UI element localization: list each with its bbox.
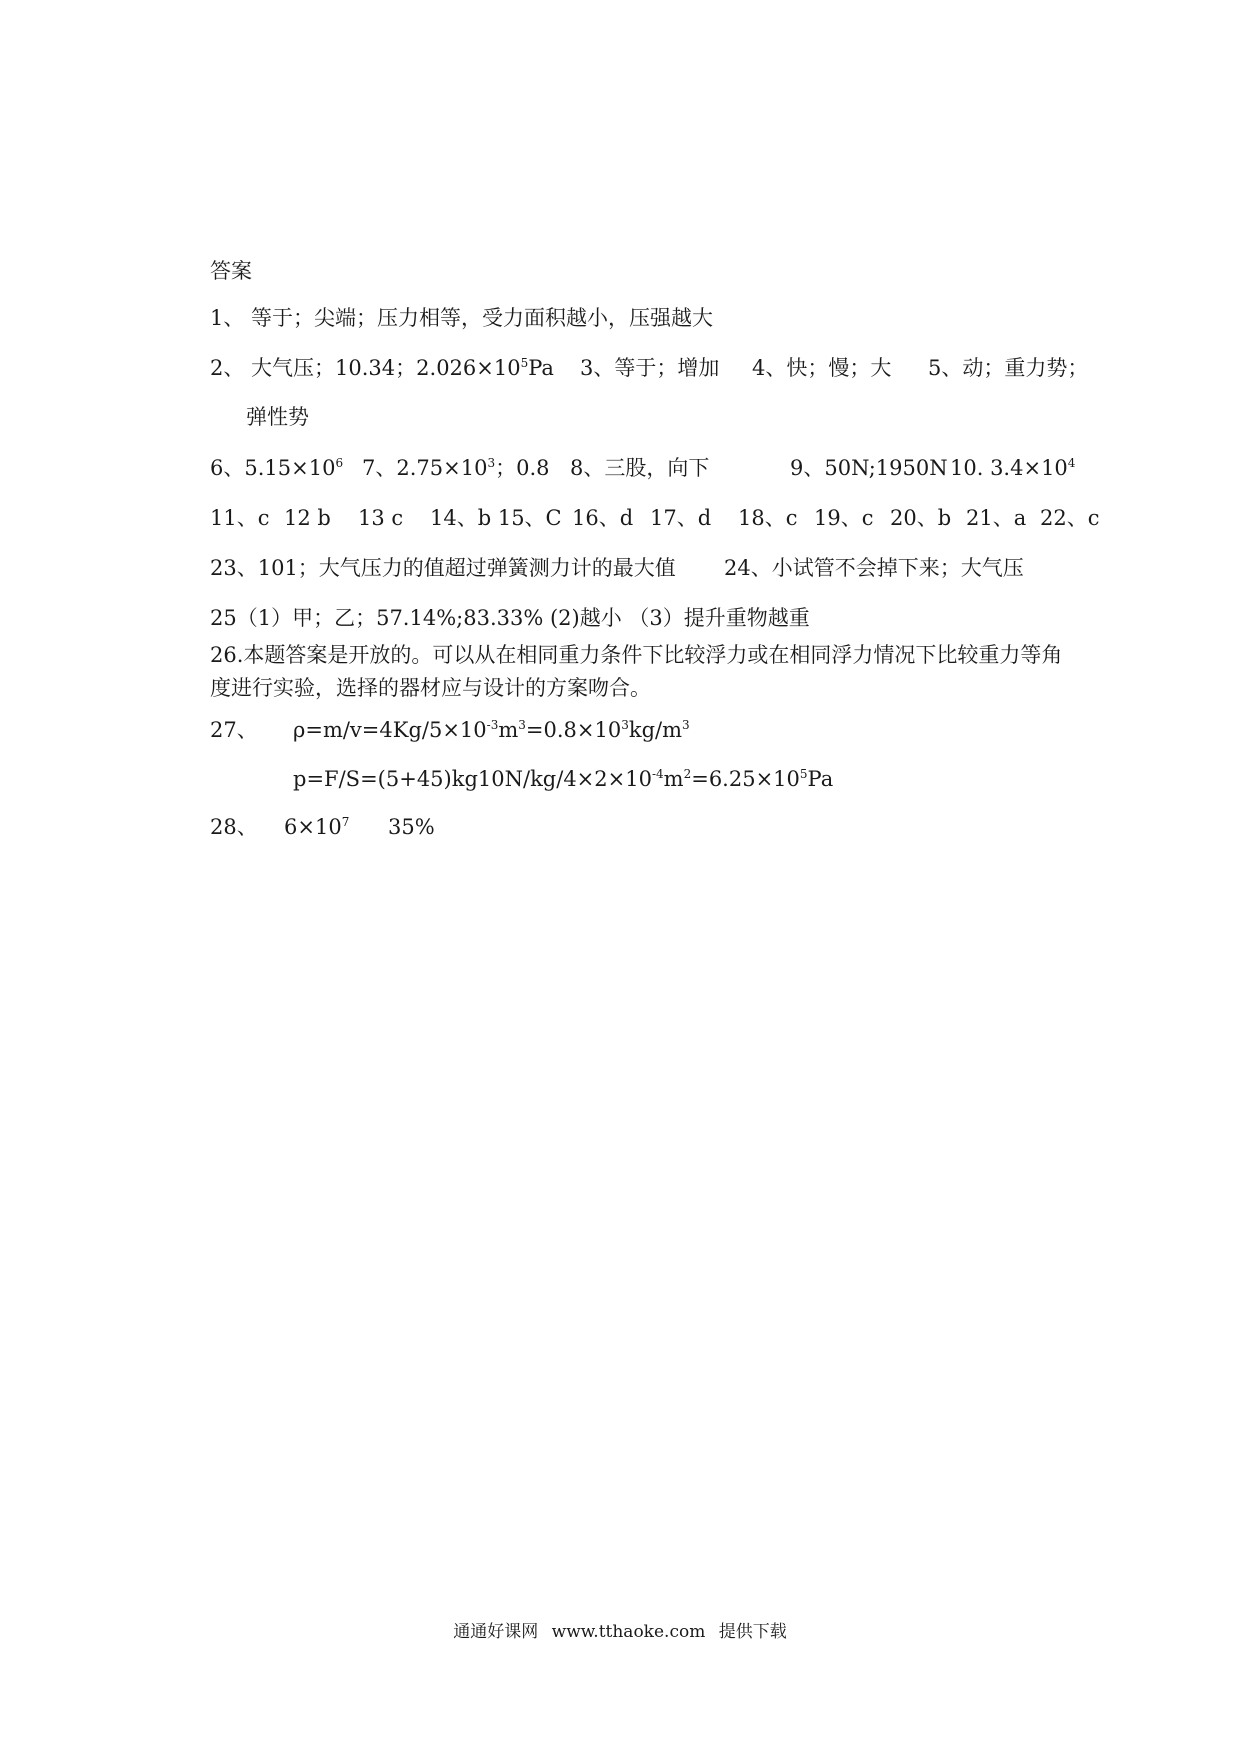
answer-20: 20、b — [890, 506, 952, 530]
answer-10: 10. $3.4\times 10^4$ — [950, 456, 1076, 480]
answer-5-continued: 弹性势 — [246, 405, 309, 429]
answer-28-value-2: 35% — [388, 815, 435, 839]
footer-site-name: 通通好课网 — [453, 1622, 539, 1642]
answer-17: 17、d — [650, 506, 712, 530]
answer-12: 12 b — [284, 506, 331, 530]
answer-26-line-1: 26.本题答案是开放的。可以从在相同重力条件下比较浮力或在相同浮力情况下比较重力等角 — [210, 643, 1063, 667]
answer-13: 13 c — [358, 506, 404, 530]
answer-heading: 答案 — [210, 259, 252, 283]
answer-24: 24、小试管不会掉下来；大气压 — [724, 556, 1024, 580]
answer-26-line-2: 度进行实验，选择的器材应与设计的方案吻合。 — [210, 676, 651, 700]
answer-23: 23、101；大气压力的值超过弹簧测力计的最大值 — [210, 556, 676, 580]
answer-19: 19、c — [814, 506, 874, 530]
answer-27-formula-2: $p=F/S=(5+45)kg10N/kg/4\times 2\times 10^{-4}m^2=6.25\times 10^5Pa$ — [293, 767, 834, 791]
answer-27-formula-1: $\rho=m/v=4Kg/5\times 10^{-3}m^3=0.8\times 10^3kg/m^3$ — [293, 718, 690, 742]
answer-2: 2、 大气压；10.34；$2.026\times 10^5Pa$ — [210, 356, 554, 380]
answer-16: 16、d — [572, 506, 634, 530]
answer-4: 4、快；慢；大 — [752, 356, 892, 380]
answer-14-15: 14、b 15、C — [430, 506, 562, 530]
answer-27-label: 27、 — [210, 718, 258, 742]
answer-25: 25（1）甲；乙；57.14%;83.33% (2)越小 （3）提升重物越重 — [210, 606, 810, 630]
page-footer — [0, 1617, 1240, 1642]
answer-28-value-1: $6\times 10^7$ — [284, 815, 350, 839]
footer-suffix: 提供下载 — [718, 1622, 787, 1642]
answer-7: 7、$2.75\times 10^3$；0.8 — [362, 456, 550, 480]
answer-5: 5、动；重力势； — [928, 356, 1089, 380]
answer-21: 21、a — [966, 506, 1027, 530]
answer-8: 8、三股，向下 — [570, 456, 710, 480]
answer-18: 18、c — [738, 506, 798, 530]
answer-11: 11、c — [210, 506, 270, 530]
answer-9: 9、50N;1950N — [790, 456, 948, 480]
answer-22: 22、c — [1040, 506, 1100, 530]
answer-3: 3、等于；增加 — [580, 356, 720, 380]
answer-28-label: 28、 — [210, 815, 258, 839]
footer-url[interactable]: www.tthaoke.com — [551, 1622, 706, 1642]
answer-1: 1、 等于；尖端；压力相等，受力面积越小，压强越大 — [210, 306, 714, 330]
answer-6: 6、$5.15\times 10^6$ — [210, 456, 344, 480]
